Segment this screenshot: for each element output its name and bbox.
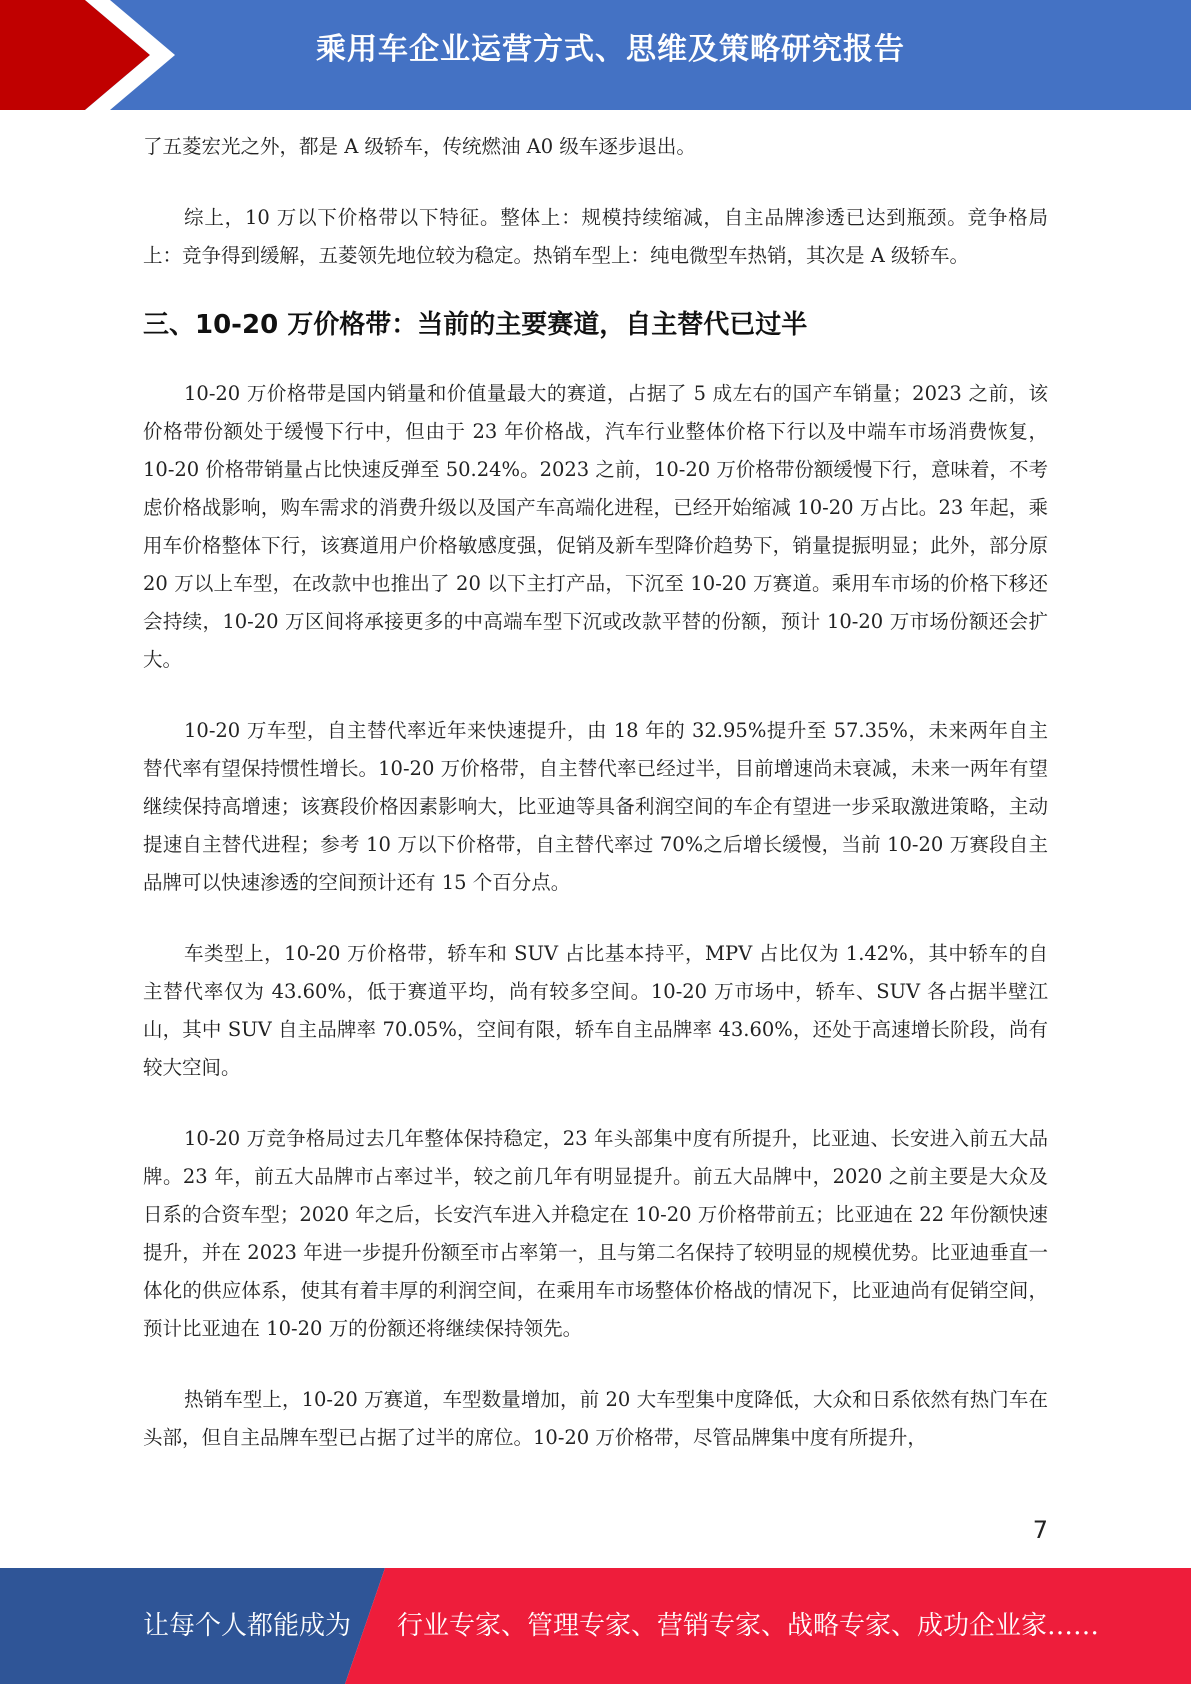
paragraph: 综上，10 万以下价格带以下特征。整体上：规模持续缩减，自主品牌渗透已达到瓶颈。竞争格局上：竞争得到缓解，五菱领先地位较为稳定。热销车型上：纯电微型车热销，其次是 A 级轿车。 — [143, 206, 1048, 267]
paragraph: 10-20 万价格带是国内销量和价值量最大的赛道，占据了 5 成左右的国产车销量；2023 之前，该价格带份额处于缓慢下行中，但由于 23 年价格战，汽车行业整体价格下行以及中端车市场消费恢复，10-20 价格带销量占比快速反弹至 50.24%。2023 之前，10-20 万价格带份额缓慢下行，意味着，不考虑价格战影响，购车需求的消费升级以及国产车高端化进程，已经开始缩减 10-20 万占比。23 年起，乘用车价格整体下行，该赛道用户价格敏感度强，促销及新车型降价趋势下，销量提振明显；此外，部分原 20 万以上车型，在改款中也推出了 20 以下主打产品，下沉至 10-20 万赛道。乘用车市场的价格下移还会持续，10-20 万区间将承接更多的中高端车型下沉或改款平替的份额，预计 10-20 万市场份额还会扩大。 — [143, 382, 1048, 671]
footer-slogan-right: 行业专家、管理专家、营销专家、战略专家、成功企业家…… — [397, 1611, 1100, 1641]
report-title: 乘用车企业运营方式、思维及策略研究报告 — [316, 32, 905, 67]
section-heading: 三、10-20 万价格带：当前的主要赛道，自主替代已过半 — [143, 310, 808, 340]
report-body — [143, 128, 1048, 1457]
paragraph: 车类型上，10-20 万价格带，轿车和 SUV 占比基本持平，MPV 占比仅为 1.42%，其中轿车的自主替代率仅为 43.60%，低于赛道平均，尚有较多空间。10-20 万市场中，轿车、SUV 各占据半壁江山，其中 SUV 自主品牌率 70.05%，空间有限，轿车自主品牌率 43.60%，还处于高速增长阶段，尚有较大空间。 — [143, 942, 1048, 1079]
paragraph: 了五菱宏光之外，都是 A 级轿车，传统燃油 A0 级车逐步退出。 — [143, 135, 696, 158]
paragraph: 10-20 万车型，自主替代率近年来快速提升，由 18 年的 32.95%提升至 57.35%，未来两年自主替代率有望保持惯性增长。10-20 万价格带，自主替代率已经过半，目前增速尚未衰减，未来一两年有望继续保持高增速；该赛段价格因素影响大，比亚迪等具备利润空间的车企有望进一步采取激进策略，主动提速自主替代进程；参考 10 万以下价格带，自主替代率过 70%之后增长缓慢，当前 10-20 万赛段自主品牌可以快速渗透的空间预计还有 15 个百分点。 — [143, 719, 1048, 894]
paragraph: 10-20 万竞争格局过去几年整体保持稳定，23 年头部集中度有所提升，比亚迪、长安进入前五大品牌。23 年，前五大品牌市占率过半，较之前几年有明显提升。前五大品牌中，2020 之前主要是大众及日系的合资车型；2020 年之后，长安汽车进入并稳定在 10-20 万价格带前五；比亚迪在 22 年份额快速提升，并在 2023 年进一步提升份额至市占率第一，且与第二名保持了较明显的规模优势。比亚迪垂直一体化的供应体系，使其有着丰厚的利润空间，在乘用车市场整体价格战的情况下，比亚迪尚有促销空间，预计比亚迪在 10-20 万的份额还将继续保持领先。 — [143, 1127, 1048, 1340]
page-footer — [0, 1568, 1191, 1684]
page-header — [0, 0, 1191, 110]
footer-slogan-left: 让每个人都能成为 — [143, 1611, 352, 1641]
paragraph: 热销车型上，10-20 万赛道，车型数量增加，前 20 大车型集中度降低，大众和日系依然有热门车在头部，但自主品牌车型已占据了过半的席位。10-20 万价格带，尽管品牌集中度有所提升， — [143, 1388, 1048, 1449]
page-number: 7 — [1032, 1516, 1048, 1544]
